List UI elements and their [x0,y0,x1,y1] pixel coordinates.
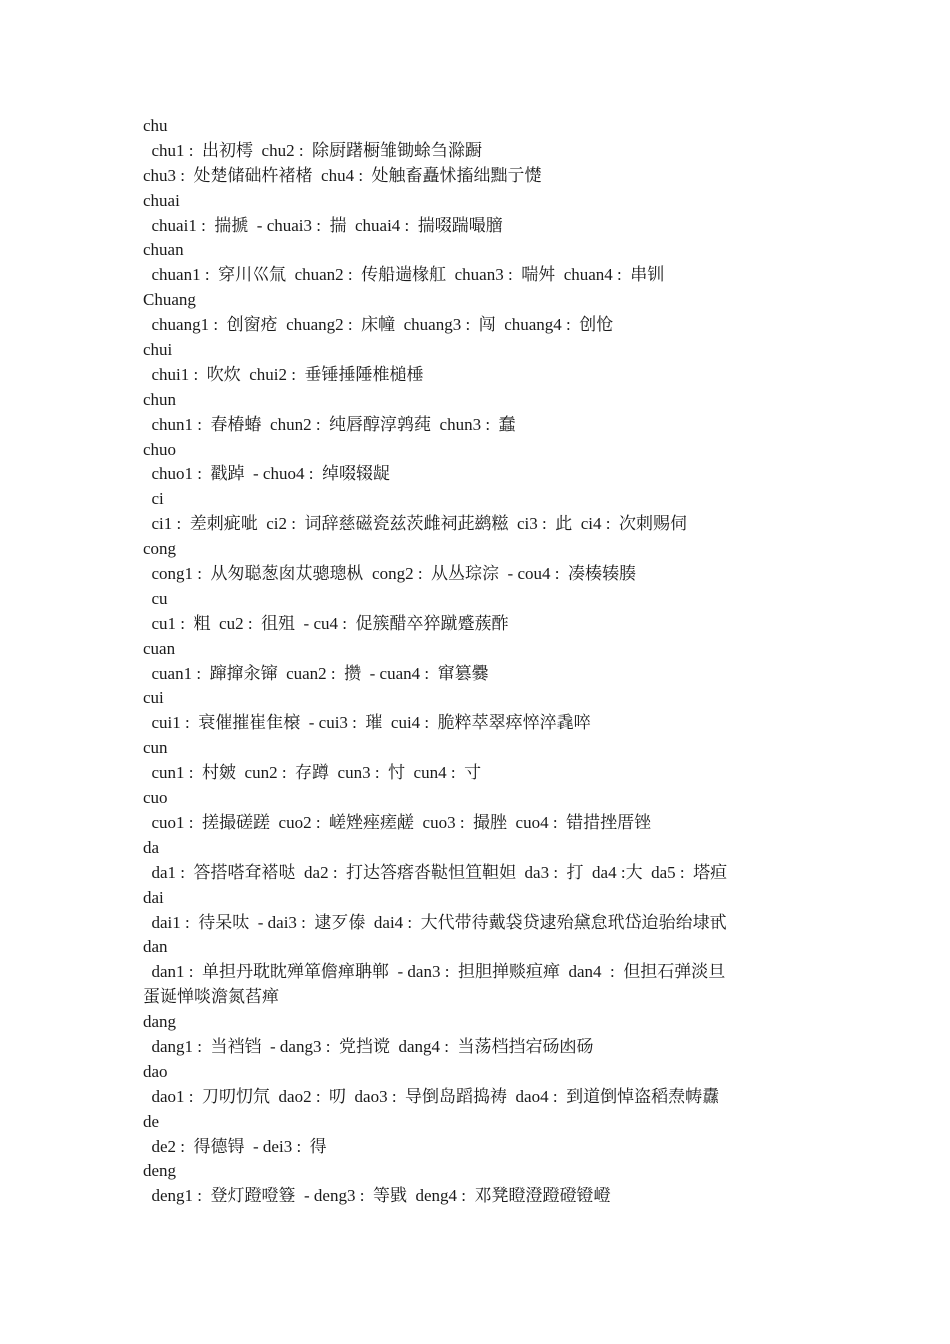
pinyin-entry-line: de2 : 得德锝 - dei3 : 得 [143,1136,327,1156]
pinyin-entry-line: dan1 : 单担丹耽眈殚箪儋瘅聃郸 - dan3 : 担胆掸赕疸瘅 dan4 : 但担石弹淡旦 蛋诞惮啖澹氮萏瘅 [143,962,726,1007]
pinyin-entry-line: cuo1 : 搓撮磋蹉 cuo2 : 嵯矬痤瘥鹾 cuo3 : 撮脞 cuo4 : 错措挫厝锉 [143,812,652,832]
pinyin-heading: dan [143,937,168,957]
pinyin-heading: cu [143,588,168,608]
pinyin-heading: chuai [143,190,180,210]
pinyin-entry-line: cu1 : 粗 cu2 : 徂殂 - cu4 : 促簇醋卒猝蹴蹙蔟酢 [143,613,509,633]
pinyin-heading: cuan [143,638,176,658]
pinyin-heading: chu [143,116,168,135]
pinyin-entry-line: deng1 : 登灯蹬噔簦 - deng3 : 等戥 deng4 : 邓凳瞪澄蹬磴镫嶝 [143,1186,611,1206]
pinyin-entry-line: cuan1 : 蹿撺汆镩 cuan2 : 攒 - cuan4 : 窜篡爨 [143,663,489,683]
pinyin-heading: chui [143,340,173,360]
pinyin-heading: cui [143,688,164,708]
pinyin-entry-line: ci1 : 差刺疵呲 ci2 : 词辞慈磁瓷兹茨雌祠茈鹚糍 ci3 : 此 ci4 : 次刺赐伺 [143,514,687,534]
document-body [143,114,823,1209]
pinyin-heading: cuo [143,788,168,808]
pinyin-entry-line: chuai1 : 揣搋 - chuai3 : 揣 chuai4 : 揣啜踹嘬膪 [143,215,503,235]
pinyin-entry-line: cong1 : 从匆聪葱囱苁骢璁枞 cong2 : 从丛琮淙 - cou4 : 凑楱辏腠 [143,564,636,584]
pinyin-heading: chuan [143,240,184,260]
pinyin-entry-line: cun1 : 村皴 cun2 : 存蹲 cun3 : 忖 cun4 : 寸 [143,763,482,783]
pinyin-entry-line: chuo1 : 戳踔 - chuo4 : 绰啜辍龊 [143,464,390,484]
pinyin-heading: dai [143,887,164,907]
pinyin-entry-line: chuang1 : 创窗疮 chuang2 : 床幢 chuang3 : 闯 chuang4 : 创怆 [143,315,614,335]
pinyin-entry-line: dang1 : 当裆铛 - dang3 : 党挡谠 dang4 : 当荡档挡宕砀凼砀 [143,1036,594,1056]
pinyin-entry-line: chuan1 : 穿川巛氚 chuan2 : 传船遄椽舡 chuan3 : 喘舛 chuan4 : 串钏 [143,265,665,285]
pinyin-entry-line: chun1 : 春椿蝽 chun2 : 纯唇醇淳鹑莼 chun3 : 蠢 [143,414,516,434]
pinyin-heading: ci [143,489,164,509]
pinyin-entry-line: da1 : 答搭嗒耷褡哒 da2 : 打达答瘩沓鞑怛笪靼妲 da3 : 打 da4 :大 da5 : 塔疸 [143,862,728,882]
pinyin-entry-line: chu3 : 处楚储础杵褚楮 chu4 : 处触畜矗怵搐绌黜亍憷 [143,165,542,185]
pinyin-heading: deng [143,1161,177,1181]
pinyin-heading: da [143,837,160,857]
pinyin-heading: chuo [143,439,177,459]
pinyin-heading: cun [143,738,168,758]
pinyin-entry-line: dai1 : 待呆呔 - dai3 : 逮歹傣 dai4 : 大代带待戴袋贷逮殆黛怠玳岱迨骀绐埭甙 [143,912,727,932]
pinyin-heading: dang [143,1012,177,1032]
pinyin-heading: Chuang [143,290,196,310]
pinyin-entry-line: dao1 : 刀叨忉氘 dao2 : 叨 dao3 : 导倒岛蹈捣祷 dao4 : 到道倒悼盗稻焘帱纛 [143,1086,720,1106]
pinyin-entry-line: chu1 : 出初樗 chu2 : 除厨躇橱雏锄蜍刍滁蹰 [143,140,483,160]
pinyin-entry-line: cui1 : 衰催摧崔隹榱 - cui3 : 璀 cui4 : 脆粹萃翠瘁悴淬毳啐 [143,713,591,733]
pinyin-entry-line: chui1 : 吹炊 chui2 : 垂锤捶陲椎槌棰 [143,364,424,384]
pinyin-heading: chun [143,389,177,409]
pinyin-heading: dao [143,1061,168,1081]
pinyin-heading: de [143,1111,160,1131]
pinyin-heading: cong [143,539,177,559]
